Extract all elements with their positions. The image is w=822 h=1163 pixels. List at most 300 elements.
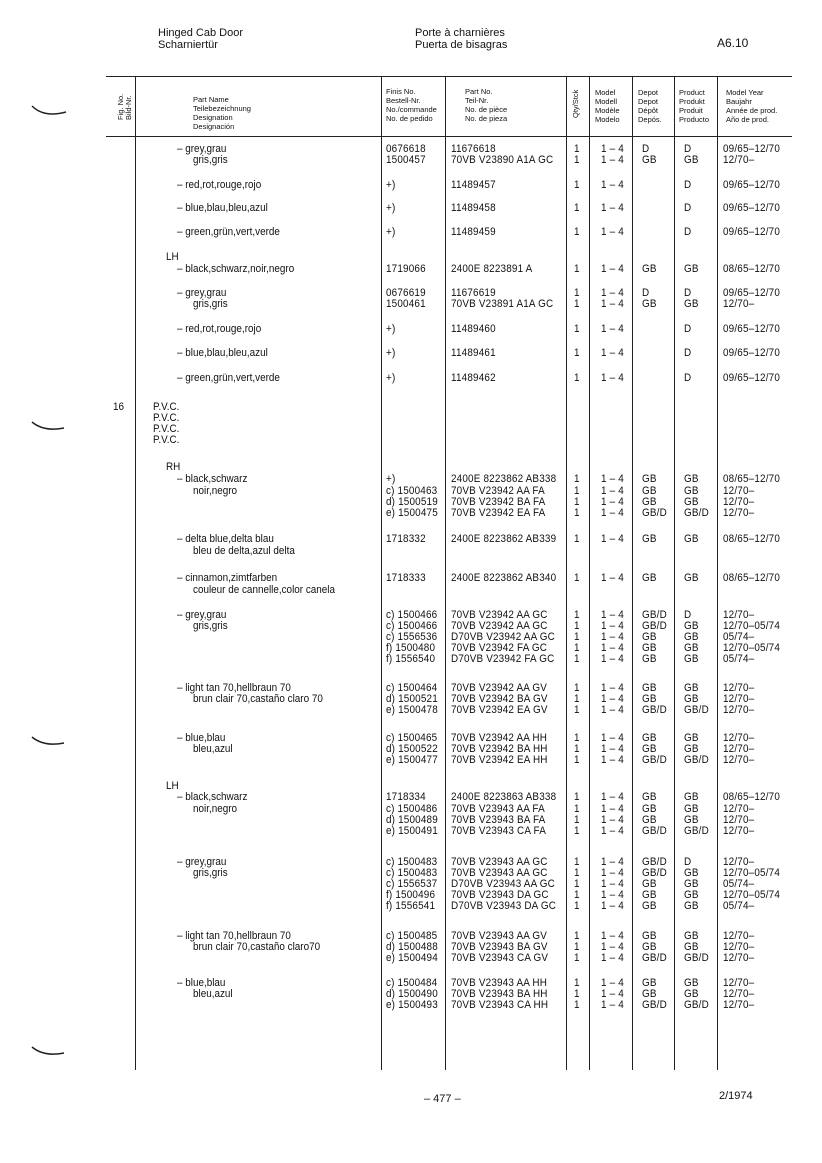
part-cell: 11489460 [451,323,496,335]
col-part-header: Part No. Teil-Nr. No. de pièce No. de pieza [465,87,508,123]
part-name: P.V.C. [153,412,180,424]
qty-cell: 1 [574,620,580,632]
part-cell: 70VB V23942 EA GV [451,704,548,716]
product-cell: D [684,372,692,384]
binder-mark-3 [30,735,70,751]
product-cell: GB [684,298,699,310]
col-fig-header: Fig. No. [116,93,125,120]
part-cell: 2400E 8223862 AB339 [451,533,557,545]
year-cell: 09/65–12/70 [723,143,781,155]
product-cell: GB/D [684,507,709,519]
col-fig-header-de: Bild-Nr. [124,95,133,120]
model-cell: 1 – 4 [601,507,624,519]
depot-cell: GB [642,496,657,508]
year-cell: 09/65–12/70 [723,372,781,384]
finis-cell: c) 1500486 [386,803,438,815]
qty-cell: 1 [574,878,580,890]
product-cell: GB [684,620,699,632]
finis-cell: 1500457 [386,154,426,166]
depot-cell: GB [642,631,657,643]
qty-cell: 1 [574,825,580,837]
finis-cell: e) 1500477 [386,754,438,766]
finis-cell: c) 1500483 [386,856,438,868]
qty-cell: 1 [574,988,580,1000]
qty-cell: 1 [574,473,580,485]
year-cell: 08/65–12/70 [723,533,781,545]
depot-cell: GB [642,878,657,890]
qty-cell: 1 [574,754,580,766]
binder-mark-2 [30,420,70,436]
qty-cell: 1 [574,298,580,310]
year-cell: 09/65–12/70 [723,347,781,359]
year-cell: 12/70–05/74 [723,889,781,901]
product-cell: GB [684,988,699,1000]
depot-cell: GB/D [642,507,667,519]
model-cell: 1 – 4 [601,999,624,1011]
model-cell: 1 – 4 [601,485,624,497]
part-name: bleu,azul [193,743,233,755]
product-cell: GB [684,889,699,901]
year-cell: 09/65–12/70 [723,226,781,238]
part-cell: 11676618 [451,143,496,155]
model-cell: 1 – 4 [601,298,624,310]
part-cell: 70VB V23942 BA HH [451,743,548,755]
finis-cell: +) [386,473,396,485]
rule-name [381,76,382,1070]
product-cell: D [684,609,692,621]
year-cell: 05/74– [723,653,755,665]
qty-cell: 1 [574,287,580,299]
part-name: – red,rot,rouge,rojo [177,323,262,335]
finis-cell: c) 1500485 [386,930,438,942]
model-cell: 1 – 4 [601,867,624,879]
product-cell: GB [684,263,699,275]
product-cell: GB [684,930,699,942]
part-cell: 11489461 [451,347,496,359]
part-cell: 70VB V23942 BA GV [451,693,548,705]
part-cell: 70VB V23891 A1A GC [451,298,554,310]
qty-cell: 1 [574,889,580,901]
model-cell: 1 – 4 [601,988,624,1000]
depot-cell: GB [642,791,657,803]
part-name: noir,negro [193,803,238,815]
year-cell: 05/74– [723,878,755,890]
model-cell: 1 – 4 [601,620,624,632]
finis-cell: c) 1500466 [386,609,438,621]
part-cell: 70VB V23943 AA GC [451,867,548,879]
qty-cell: 1 [574,642,580,654]
qty-cell: 1 [574,930,580,942]
part-name: gris,gris [193,154,228,166]
part-cell: 70VB V23942 BA FA [451,496,546,508]
product-cell: GB [684,473,699,485]
qty-cell: 1 [574,372,580,384]
depot-cell: GB [642,263,657,275]
depot-cell: GB [642,803,657,815]
finis-cell: c) 1500464 [386,682,438,694]
model-cell: 1 – 4 [601,743,624,755]
depot-cell: GB/D [642,952,667,964]
model-cell: 1 – 4 [601,856,624,868]
depot-cell: GB [642,889,657,901]
part-name: brun clair 70,castaño claro70 [193,941,321,953]
model-cell: 1 – 4 [601,642,624,654]
model-cell: 1 – 4 [601,154,624,166]
depot-cell: GB [642,154,657,166]
part-name: P.V.C. [153,401,180,413]
part-name: gris,gris [193,620,228,632]
finis-cell: 1718332 [386,533,426,545]
part-cell: 70VB V23942 AA FA [451,485,545,497]
header-bottom-rule [106,136,792,137]
product-cell: GB/D [684,999,709,1011]
model-cell: 1 – 4 [601,704,624,716]
qty-cell: 1 [574,202,580,214]
part-cell: 11676619 [451,287,496,299]
year-cell: 12/70– [723,704,755,716]
model-cell: 1 – 4 [601,631,624,643]
depot-cell: GB/D [642,999,667,1011]
year-cell: 05/74– [723,631,755,643]
finis-cell: c) 1556536 [386,631,438,643]
finis-cell: +) [386,202,396,214]
model-cell: 1 – 4 [601,609,624,621]
qty-cell: 1 [574,704,580,716]
year-cell: 12/70– [723,977,755,989]
title-french: Porte à charnières [415,27,505,39]
depot-cell: GB [642,977,657,989]
part-cell: 70VB V23943 AA FA [451,803,545,815]
finis-cell: e) 1500494 [386,952,438,964]
part-name: – light tan 70,hellbraun 70 [177,930,291,942]
binder-mark-4 [30,1045,70,1061]
model-cell: 1 – 4 [601,889,624,901]
year-cell: 12/70– [723,930,755,942]
product-cell: GB [684,900,699,912]
model-cell: 1 – 4 [601,693,624,705]
finis-cell: d) 1500519 [386,496,438,508]
year-cell: 08/65–12/70 [723,791,781,803]
depot-cell: GB [642,743,657,755]
depot-cell: GB/D [642,754,667,766]
part-name: P.V.C. [153,434,180,446]
model-cell: 1 – 4 [601,900,624,912]
col-name-header: Part Name Teilebezeichnung Designation Designación [193,95,251,131]
qty-cell: 1 [574,682,580,694]
year-cell: 12/70– [723,856,755,868]
part-name: – blue,blau,bleu,azul [177,202,268,214]
finis-cell: e) 1500491 [386,825,438,837]
part-name: – blue,blau,bleu,azul [177,347,268,359]
model-cell: 1 – 4 [601,533,624,545]
depot-cell: GB [642,298,657,310]
part-name: P.V.C. [153,423,180,435]
product-cell: D [684,347,692,359]
qty-cell: 1 [574,977,580,989]
part-name: – grey,grau [177,609,227,621]
part-cell: 11489458 [451,202,496,214]
part-cell: 2400E 8223891 A [451,263,533,275]
year-cell: 12/70–05/74 [723,620,781,632]
part-cell: 70VB V23890 A1A GC [451,154,554,166]
part-name: bleu,azul [193,988,233,1000]
depot-cell: GB [642,941,657,953]
finis-cell: d) 1500522 [386,743,438,755]
finis-cell: e) 1500493 [386,999,438,1011]
model-cell: 1 – 4 [601,347,624,359]
binder-mark-1 [30,104,70,120]
product-cell: GB [684,631,699,643]
depot-cell: GB [642,485,657,497]
qty-cell: 1 [574,952,580,964]
col-model-header: Model Modell Modèle Modelo [595,88,620,124]
title-german: Scharniertür [158,39,218,51]
depot-cell: GB [642,732,657,744]
depot-cell: GB/D [642,609,667,621]
page-number: – 477 – [424,1093,461,1105]
part-name: – green,grün,vert,verde [177,372,280,384]
finis-cell: +) [386,372,396,384]
part-name: – grey,grau [177,143,227,155]
qty-cell: 1 [574,496,580,508]
model-cell: 1 – 4 [601,263,624,275]
part-cell: D70VB V23942 FA GC [451,653,555,665]
product-cell: GB [684,878,699,890]
model-cell: 1 – 4 [601,732,624,744]
part-name: couleur de cannelle,color canela [193,584,336,596]
finis-cell: e) 1500475 [386,507,438,519]
depot-cell: GB/D [642,620,667,632]
product-cell: D [684,143,692,155]
model-cell: 1 – 4 [601,179,624,191]
product-cell: GB [684,743,699,755]
model-cell: 1 – 4 [601,323,624,335]
model-cell: 1 – 4 [601,143,624,155]
col-finis-header: Finis No. Bestell-Nr. No./commande No. de pedido [386,87,437,123]
part-name: – black,schwarz [177,473,248,485]
model-cell: 1 – 4 [601,372,624,384]
fig-number: 16 [113,401,125,413]
finis-cell: +) [386,347,396,359]
part-cell: D70VB V23943 AA GC [451,878,555,890]
part-cell: 70VB V23943 AA HH [451,977,548,989]
title-spanish: Puerta de bisagras [415,39,508,51]
finis-cell: +) [386,226,396,238]
qty-cell: 1 [574,693,580,705]
finis-cell: c) 1556537 [386,878,438,890]
qty-cell: 1 [574,323,580,335]
part-name: RH [166,461,181,473]
part-cell: 70VB V23942 EA HH [451,754,548,766]
year-cell: 09/65–12/70 [723,202,781,214]
depot-cell: GB [642,988,657,1000]
part-name: – green,grün,vert,verde [177,226,280,238]
product-cell: GB [684,803,699,815]
model-cell: 1 – 4 [601,803,624,815]
part-cell: 70VB V23942 AA HH [451,732,548,744]
finis-cell: 1719066 [386,263,426,275]
year-cell: 12/70– [723,941,755,953]
product-cell: GB/D [684,704,709,716]
col-depot-header: Depot Depot Dépôt Depós. [638,88,662,124]
product-cell: GB [684,814,699,826]
year-cell: 12/70– [723,298,755,310]
year-cell: 12/70– [723,952,755,964]
model-cell: 1 – 4 [601,473,624,485]
part-name: LH [166,251,179,263]
depot-cell: GB/D [642,825,667,837]
year-cell: 12/70– [723,825,755,837]
part-name: – light tan 70,hellbraun 70 [177,682,291,694]
finis-cell: c) 1500466 [386,620,438,632]
qty-cell: 1 [574,347,580,359]
finis-cell: d) 1500489 [386,814,438,826]
product-cell: GB [684,977,699,989]
model-cell: 1 – 4 [601,814,624,826]
product-cell: GB [684,941,699,953]
qty-cell: 1 [574,900,580,912]
model-cell: 1 – 4 [601,226,624,238]
model-cell: 1 – 4 [601,572,624,584]
year-cell: 12/70– [723,999,755,1011]
rule-fig [135,76,136,1070]
part-name: – black,schwarz,noir,negro [177,263,295,275]
part-name: – grey,grau [177,856,227,868]
part-cell: D70VB V23942 AA GC [451,631,555,643]
qty-cell: 1 [574,941,580,953]
part-cell: 70VB V23943 BA GV [451,941,548,953]
depot-cell: GB [642,930,657,942]
product-cell: D [684,202,692,214]
year-cell: 08/65–12/70 [723,263,781,275]
year-cell: 12/70– [723,732,755,744]
product-cell: GB [684,693,699,705]
finis-cell: f) 1556541 [386,900,436,912]
part-cell: 2400E 8223863 AB338 [451,791,557,803]
part-name: – black,schwarz [177,791,248,803]
year-cell: 12/70– [723,682,755,694]
finis-cell: c) 1500483 [386,867,438,879]
part-cell: 2400E 8223862 AB338 [451,473,557,485]
rule-model [632,76,633,1070]
model-cell: 1 – 4 [601,941,624,953]
qty-cell: 1 [574,743,580,755]
year-cell: 12/70– [723,803,755,815]
depot-cell: GB [642,572,657,584]
depot-cell: GB [642,642,657,654]
qty-cell: 1 [574,732,580,744]
depot-cell: GB [642,900,657,912]
part-name: LH [166,780,179,792]
year-cell: 12/70– [723,609,755,621]
qty-cell: 1 [574,803,580,815]
finis-cell: +) [386,179,396,191]
finis-cell: 0676619 [386,287,426,299]
part-name: – red,rot,rouge,rojo [177,179,262,191]
depot-cell: D [642,287,650,299]
finis-cell: c) 1500484 [386,977,438,989]
part-name: gris,gris [193,867,228,879]
product-cell: GB/D [684,825,709,837]
rule-depot [674,76,675,1070]
qty-cell: 1 [574,226,580,238]
depot-cell: GB [642,473,657,485]
part-name: noir,negro [193,485,238,497]
year-cell: 12/70– [723,988,755,1000]
depot-cell: GB/D [642,856,667,868]
finis-cell: d) 1500490 [386,988,438,1000]
model-cell: 1 – 4 [601,202,624,214]
year-cell: 12/70– [723,754,755,766]
part-cell: 70VB V23942 AA GC [451,609,548,621]
qty-cell: 1 [574,263,580,275]
part-cell: 70VB V23942 AA GC [451,620,548,632]
qty-cell: 1 [574,572,580,584]
product-cell: GB/D [684,952,709,964]
year-cell: 09/65–12/70 [723,287,781,299]
product-cell: GB [684,496,699,508]
finis-cell: f) 1556540 [386,653,436,665]
rule-qty [589,76,590,1070]
year-cell: 09/65–12/70 [723,179,781,191]
finis-cell: c) 1500465 [386,732,438,744]
year-cell: 12/70– [723,507,755,519]
header-top-rule [106,76,792,77]
qty-cell: 1 [574,791,580,803]
product-cell: GB [684,572,699,584]
finis-cell: e) 1500478 [386,704,438,716]
part-cell: 70VB V23942 EA FA [451,507,546,519]
qty-cell: 1 [574,507,580,519]
depot-cell: GB/D [642,704,667,716]
year-cell: 12/70– [723,743,755,755]
part-cell: 11489462 [451,372,496,384]
part-cell: 70VB V23943 CA FA [451,825,546,837]
finis-cell: f) 1500496 [386,889,436,901]
depot-cell: GB [642,814,657,826]
year-cell: 12/70– [723,154,755,166]
model-cell: 1 – 4 [601,952,624,964]
year-cell: 12/70–05/74 [723,867,781,879]
qty-cell: 1 [574,999,580,1011]
finis-cell: d) 1500521 [386,693,438,705]
qty-cell: 1 [574,814,580,826]
qty-cell: 1 [574,867,580,879]
part-name: – grey,grau [177,287,227,299]
model-cell: 1 – 4 [601,287,624,299]
product-cell: D [684,323,692,335]
year-cell: 08/65–12/70 [723,572,781,584]
qty-cell: 1 [574,653,580,665]
part-name: – blue,blau [177,732,226,744]
part-cell: 70VB V23943 AA GV [451,930,548,942]
col-year-header: Model Year Baujahr Année de prod. Año de prod. [726,88,778,124]
part-cell: 70VB V23943 CA HH [451,999,549,1011]
part-name: gris,gris [193,298,228,310]
finis-cell: 1718334 [386,791,426,803]
product-cell: D [684,179,692,191]
qty-cell: 1 [574,856,580,868]
print-date: 2/1974 [719,1090,753,1102]
qty-cell: 1 [574,631,580,643]
finis-cell: 1500461 [386,298,426,310]
part-name: – delta blue,delta blau [177,533,274,545]
model-cell: 1 – 4 [601,977,624,989]
depot-cell: GB [642,533,657,545]
product-cell: GB [684,154,699,166]
col-qty-header: Qty/Stck [571,89,580,118]
part-cell: 70VB V23943 DA GC [451,889,549,901]
